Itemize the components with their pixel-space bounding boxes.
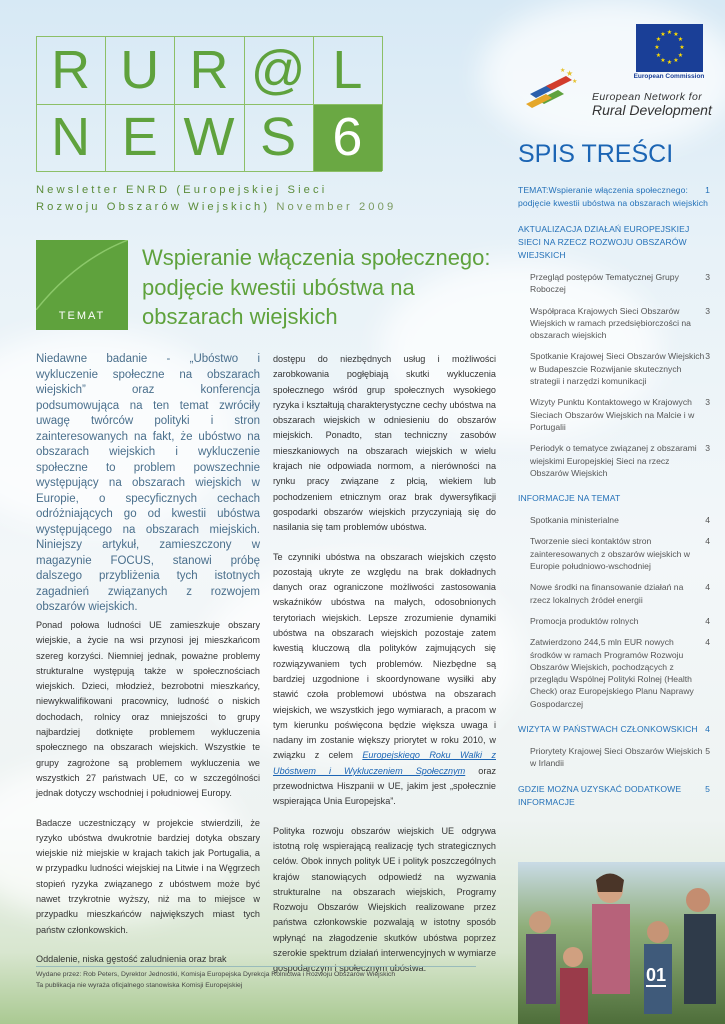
svg-text:★: ★ [677,36,684,43]
svg-text:★: ★ [679,44,685,51]
masthead-letter: N [51,107,91,168]
toc-page-number: 3 [705,305,710,316]
svg-text:★: ★ [660,57,666,64]
toc-item[interactable] [530,514,710,526]
toc-page-number: 4 [705,536,710,547]
masthead-letter: W [183,107,235,168]
toc-item-label: Promocja produktów rolnych [530,615,639,626]
paragraph: Badacze uczestniczący w projekcie stwierdzili, że ryzyko ubóstwa dwukrotnie bardziej dotyka obszary wiejskie niż miejskie w krajach takich jak Portugalia, a w przypadku ludności wiejskiej na Litwie i na Węgrzech stopień ryzyka związanego z ubóstwem może być nawet trzykrotnie wyższy, niż ma to miejsce w przypadku mieszkańców największych miast tych państw członkowskich. [36,817,260,935]
svg-text:★: ★ [673,31,679,38]
toc-section[interactable]: INFORMACJE NA TEMAT [518,493,621,504]
masthead-letter: E [121,107,158,168]
issue-date: November 2009 [276,201,397,213]
toc-item-label: Współpraca Krajowych Sieci Obszarów Wiejskich w ramach przedsiębiorczości na obszarach wiejskich [530,305,691,341]
svg-text:★: ★ [566,69,574,78]
toc-page-number: 4 [705,637,710,648]
toc-item-label: Wizyty Punktu Kontaktowego w Krajowych Sieciach Obszarów Wiejskich na Malcie i w Portugalii [530,397,695,432]
svg-text:★: ★ [572,78,578,85]
toc-section[interactable] [518,723,710,736]
svg-text:★: ★ [677,52,684,59]
toc-section-title: GDZIE MOŻNA UZYSKAĆ DODATKOWE INFORMACJE [518,783,682,807]
toc-item[interactable] [530,615,710,627]
footer-publisher: Wydane przez: Rob Peters, Dyrektor Jednostki, Komisja Europejska Dyrekcja Rolnictwa i Rozwoju Obszarów Wiejskich [36,971,396,978]
paragraph: Polityka rozwoju obszarów wiejskich UE odgrywa istotną rolę wspierającą realizację tych strategicznych celów. Obok innych polityk UE i polityk poszczególnych krajów stanowiących odpowiedź na wyzwania strukturalne na obszarach wiejskich, Programy Rozwoju Obszarów Wiejskich realizowane przez państwa członkowskie pozwalają w istotny sposób wpłynąć na złagodzenie skutków ubóstwa poprzez szerokie spektrum działań interwencyjnych w wymiarze gospodarczym i społecznym ubóstwa. [273,825,496,974]
toc-item[interactable] [530,442,710,479]
toc-page-number: 3 [705,272,710,282]
toc-item[interactable] [530,271,710,296]
eu-label: European Commission [633,73,705,80]
toc-item[interactable] [530,396,710,433]
masthead-letter: R [189,39,229,100]
masthead-grid [36,36,382,171]
table-of-contents [518,184,710,809]
article-lead: Niedawne badanie - „Ubóstwo i wykluczenie społeczne na obszarach wiejskich” oraz konferencja podsumowująca na ten temat zwróciły uwagę twórców polityki i stron zainteresowanych na fakt, że ubóstwo na obszarach wiejskich i wykluczenie społeczne to problem powszechnie występujący na obszarach wiejskich w Europie, o specyficznych cechach odróżniających go od kwestii ubóstwa występującego na obszarach miejskich. Niniejszy artykuł, zamieszczony w magazynie FOCUS, stanowi próbę dalszego przybliżenia tych istotnych zagadnień związanych z rozwojem obszarów wiejskich. [36,353,260,613]
toc-page-number: 3 [705,397,710,408]
article-column-2 [273,352,496,991]
theme-badge [36,240,128,330]
theme-label: TEMAT [58,310,106,322]
masthead-letter: R [51,39,91,100]
svg-text:★: ★ [666,29,673,36]
toc-item[interactable] [530,535,710,572]
svg-text:★: ★ [654,44,660,51]
svg-text:★: ★ [666,59,673,66]
toc-item-label: Priorytety Krajowej Sieci Obszarów Wiejskich w Irlandii [530,746,703,769]
toc-item-label: Przegląd postępów Tematycznej Grupy Roboczej [530,272,679,295]
toc-item-label: Periodyk o tematyce związanej z obszarami wiejskimi Europejskiej Sieci na rzecz Obszarów Wiejskich [530,443,697,478]
toc-page-number: 5 [705,783,710,794]
newsletter-subtitle [36,182,416,216]
subtitle-line2: Rozwoju Obszarów Wiejskich) [36,201,271,213]
toc-page-number: 3 [705,351,710,362]
toc-item[interactable] [530,350,710,387]
toc-section[interactable] [518,783,710,809]
paragraph: dostępu do niezbędnych usług i możliwości zarobkowania pogłębiają skutki wykluczenia społecznego wśród grup społecznych wysokiego ryzyka i kształtują charakterystyczne cechy ubóstwa na obszarach wiejskich w odniesieniu do obszarów miejskich. Ponadto, stan techniczny zasobów mieszkaniowych na obszarach wiejskich w wielu krajach nie odpowiada normom, a nierówności na rynku pracy związane z płcią, wiekiem lub pochodzeniem etnicznym oraz brak dywersyfikacji gospodarki obszarów wiejskich przyczyniają się do nasilania się tam problemów ubóstwa. [273,354,496,533]
toc-page-number: 3 [705,443,710,454]
masthead-letter: U [120,39,160,100]
toc-page-number: 4 [705,582,710,593]
toc-page-number: 4 [705,724,710,735]
svg-text:★: ★ [673,57,679,64]
toc-item-label: Zatwierdzono 244,5 mln EUR nowych środków w ramach Programów Rozwoju Obszarów Wiejskich, pochodzących z przeglądu Wspólnej Polityki Rolnej (Health Check) oraz Europejskiego Planu Naprawy Gospodarczej [530,637,694,709]
toc-page-number: 4 [705,615,710,626]
paragraph: Te czynniki ubóstwa na obszarach wiejskich często pozostają ukryte ze względu na brak dokładnych danych oraz ograniczone możliwości zastosowania wskaźników ubóstwa na małych, odosobnionych terytoriach wiejskich. Lepsze zrozumienie dynamiki ubóstwa na obszarach wiejskich pozostaje zatem kwestią kluczową dla polityków zajmujących się rozwiązywaniem tych problemów. Niezbędne są bardziej uzgodnione i skoordynowane wysiłki aby stawić czoła problemowi ubóstwa na obszarach wiejskich, we wszystkich jego wymiarach, a pracom w tym kierunku poświęcona będzie większa uwaga i nadany im zostanie większy priorytet w roku 2010, w związku z celem Europejskiego Roku Walki z Ubóstwem i Wykluczeniem Społecznym oraz przewodnictwa Hiszpanii w UE, jakim jest „społecznie wspierająca Unia Europejska”. [273,551,496,807]
toc-section-title: TEMAT:Wspieranie włączenia społecznego: podjęcie kwestii ubóstwa na obszarach wiejskich [518,185,709,208]
toc-item-label: Spotkanie Krajowej Sieci Obszarów Wiejskich w Budapeszcie Rozwijanie skutecznych strategii i narzędzi komunikacji [530,351,705,387]
toc-page-number: 4 [705,515,710,526]
enrd-label-line1: European Network for [592,91,703,103]
toc-page-number: 5 [705,746,710,757]
toc-title: SPIS TREŚCI [518,140,674,168]
svg-text:★: ★ [655,36,662,43]
eu-flag-logo [636,24,703,72]
article-headline: Wspieranie włączenia społecznego: podjęcie kwestii ubóstwa na obszarach wiejskich [142,245,491,329]
toc-item[interactable] [530,745,710,770]
masthead-gridline [36,171,382,172]
toc-item[interactable] [530,581,710,606]
toc-item[interactable] [530,636,710,710]
toc-section[interactable]: AKTUALIZACJA DZIAŁAŃ EUROPEJSKIEJ SIECI NA RZECZ ROZWOJU OBSZARÓW WIEJSKICH [518,224,690,260]
toc-page-number: 1 [705,185,710,195]
toc-item-label: Spotkania ministerialne [530,515,619,526]
paragraph: Ponad połowa ludności UE zamieszkuje obszary wiejskie, a życie na wsi przynosi jej mieszkańcom szereg korzyści. Niemniej jednak, poważne problemy strukturalne występują także w społecznościach wiejskich. Dzieci, młodzież, bezrobotni mieszkańcy, niewykwalifikowani pracownicy, ludność o niskich dochodach, rolnicy oraz mniejszości to grupy najbardziej dotknięte problemem wykluczenia społecznego na obszarach wiejskich. Wszystkie te grupy zagrożone są problemem wykluczenia we wszystkich 27 państwach UE, co w szczególności jednak dotyczy wschodniej i południowej Europy. [36,620,260,799]
year-link[interactable]: Europejskiego Roku Walki z Ubóstwem i Wykluczeniem Społecznym [273,750,496,776]
enrd-label-line2: Rural Development [592,102,712,118]
toc-section[interactable] [518,184,710,210]
masthead-letter: S [260,107,297,168]
masthead-gridline [382,36,383,171]
svg-text:★: ★ [660,31,666,38]
svg-text:★: ★ [655,52,662,59]
masthead-letter: 6 [313,104,382,172]
article-column-1 [36,618,260,981]
masthead-gridline [36,104,382,105]
subtitle-line1: Newsletter ENRD (Europejskiej Sieci [36,184,328,196]
footer-disclaimer: Ta publikacja nie wyraża oficjalnego stanowiska Komisji Europejskiej [36,981,243,989]
masthead-gridline [36,36,382,37]
footer-note [36,966,476,991]
masthead-letter: @ [250,39,306,100]
enrd-logo-icon [522,66,582,112]
svg-text:★: ★ [560,67,566,74]
masthead-letter: L [332,39,363,100]
toc-item[interactable] [530,305,710,342]
toc-item-label: Tworzenie sieci kontaktów stron zainteresowanych z obszarów wiejskich w Europie południowo-wschodniej [530,536,691,572]
children-photo [518,862,725,1024]
toc-section-title: WIZYTA W PAŃSTWACH CZŁONKOWSKICH [518,724,698,735]
paragraph: Oddalenie, niska gęstość zaludnienia oraz brak [36,953,227,964]
toc-item-label: Nowe środki na finansowanie działań na rzecz lokalnych źródeł energii [530,582,684,605]
page-number: 01 [646,965,667,985]
